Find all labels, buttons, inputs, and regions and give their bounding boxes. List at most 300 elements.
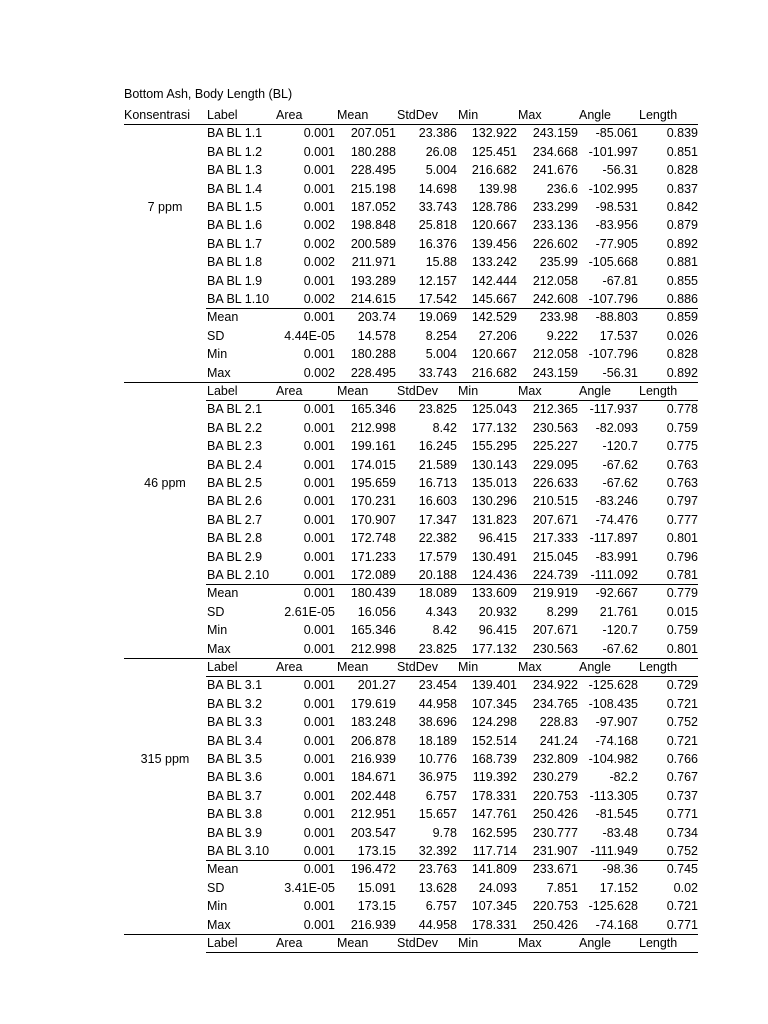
cell-label: Mean [207,586,239,601]
cell-area: 0.001 [303,310,335,325]
cell-angle: -105.668 [588,255,638,270]
cell-mean: 180.288 [350,347,396,362]
header-mean: Mean [337,660,369,674]
cell-mean: 16.056 [357,604,396,619]
group-label: 46 ppm [144,476,186,491]
cell-angle: -111.092 [590,568,638,582]
cell-min: 24.093 [478,880,517,895]
cell-length: 0.828 [666,163,698,178]
table-row [206,124,698,142]
cell-angle: -92.667 [595,586,638,601]
cell-mean: 200.589 [350,236,396,251]
cell-min: 145.667 [471,292,517,306]
cell-max: 230.777 [532,825,578,840]
cell-label: BA BL 2.5 [207,476,263,490]
cell-length: 0.767 [666,770,698,785]
cell-min: 133.609 [471,586,517,601]
cell-max: 8.299 [546,604,578,619]
cell-area: 0.001 [303,273,335,288]
cell-stddev: 12.157 [418,273,457,288]
table-row [206,492,698,510]
cell-length: 0.801 [666,531,698,546]
cell-length: 0.797 [666,494,698,509]
cell-mean: 180.439 [350,586,396,601]
cell-label: Min [207,347,228,362]
cell-mean: 180.288 [350,144,396,159]
cell-angle: -117.937 [589,402,638,417]
cell-label: BA BL 1.2 [207,144,263,159]
header-row [206,382,698,400]
cell-length: 0.763 [666,457,698,472]
cell-stddev: 20.188 [418,568,457,582]
cell-label: SD [207,880,225,895]
cell-label: Mean [207,862,239,877]
cell-length: 0.771 [666,917,698,932]
cell-max: 225.227 [532,439,578,454]
cell-max: 235.99 [539,255,578,270]
table-row [206,253,698,271]
cell-angle: -120.7 [602,439,638,454]
cell-label: BA BL 1.7 [207,236,263,251]
cell-area: 4.44E-05 [284,328,335,343]
cell-area: 0.001 [303,770,335,785]
cell-min: 177.132 [471,641,517,656]
cell-min: 20.932 [478,604,517,619]
cell-label: BA BL 3.5 [207,752,263,766]
table-row [206,842,698,860]
header-angle: Angle [579,660,611,674]
cell-max: 231.907 [532,844,578,858]
cell-stddev: 18.089 [418,586,457,601]
header-label: Label [207,936,238,950]
cell-max: 234.765 [532,696,578,711]
cell-mean: 179.619 [350,696,396,711]
cell-min: 142.444 [471,273,517,288]
cell-mean: 228.495 [350,365,396,380]
cell-stddev: 8.42 [432,623,457,638]
cell-angle: -83.956 [595,218,638,233]
table-row [206,437,698,455]
cell-angle: -98.531 [595,200,638,214]
cell-stddev: 13.628 [418,880,457,895]
cell-area: 2.61E-05 [284,604,335,619]
cell-angle: 17.152 [599,880,638,895]
cell-area: 0.001 [303,788,335,803]
cell-mean: 196.472 [350,862,396,877]
header-angle: Angle [579,936,611,950]
header-max: Max [518,108,542,122]
cell-label: BA BL 3.1 [207,678,263,693]
cell-stddev: 5.004 [425,163,457,178]
cell-mean: 172.089 [350,568,396,582]
cell-stddev: 44.958 [418,917,457,932]
cell-length: 0.781 [666,568,698,582]
cell-area: 0.001 [303,807,335,822]
cell-max: 215.045 [532,549,578,564]
cell-max: 232.809 [532,752,578,766]
cell-mean: 216.939 [350,752,396,766]
cell-min: 124.298 [471,715,517,730]
cell-min: 96.415 [478,623,517,638]
cell-max: 241.676 [532,163,578,178]
cell-angle: -74.168 [595,917,638,932]
cell-label: Min [207,623,228,638]
cell-mean: 195.659 [350,476,396,490]
cell-angle: -113.305 [589,788,638,803]
cell-angle: -67.62 [602,457,638,472]
cell-min: 139.98 [478,181,517,196]
cell-min: 178.331 [471,917,517,932]
header-min: Min [458,108,479,122]
table-row [206,143,698,161]
header-area: Area [276,108,303,122]
cell-label: BA BL 3.10 [207,844,270,858]
table-row [206,161,698,179]
cell-max: 212.058 [532,273,578,288]
cell-min: 130.143 [471,457,517,472]
summary-row [206,364,698,382]
cell-max: 234.668 [532,144,578,159]
cell-mean: 198.848 [350,218,396,233]
cell-angle: -77.905 [595,236,638,251]
cell-max: 230.279 [532,770,578,785]
cell-stddev: 18.189 [418,733,457,748]
cell-max: 243.159 [532,365,578,380]
cell-angle: -108.435 [588,696,638,711]
cell-stddev: 4.343 [425,604,457,619]
header-label: Label [207,384,238,398]
table-row [206,456,698,474]
table-row [206,566,698,584]
header-mean: Mean [337,108,369,122]
header-length: Length [639,936,678,950]
cell-max: 212.058 [532,347,578,362]
cell-label: SD [207,328,225,343]
cell-max: 230.563 [532,420,578,435]
cell-label: BA BL 1.5 [207,200,263,214]
header-rule [206,952,698,953]
cell-area: 0.001 [303,917,335,932]
cell-length: 0.892 [666,236,698,251]
cell-stddev: 19.069 [418,310,457,325]
cell-min: 107.345 [471,899,517,914]
summary-row [206,640,698,658]
cell-min: 141.809 [471,862,517,877]
cell-stddev: 5.004 [425,347,457,362]
header-area: Area [276,384,303,398]
cell-mean: 214.615 [350,292,396,306]
cell-area: 0.001 [303,144,335,159]
cell-label: BA BL 1.10 [207,292,270,306]
cell-length: 0.879 [666,218,698,233]
cell-stddev: 32.392 [418,844,457,858]
cell-stddev: 23.825 [418,402,457,417]
cell-stddev: 17.579 [418,549,457,564]
cell-max: 233.299 [532,200,578,214]
cell-area: 0.001 [303,568,335,582]
cell-area: 0.001 [303,476,335,490]
table-row [206,824,698,842]
table-row [206,787,698,805]
cell-stddev: 10.776 [418,752,457,766]
table-row [206,676,698,694]
cell-label: BA BL 2.3 [207,439,263,454]
header-max: Max [518,384,542,398]
cell-length: 0.778 [666,402,698,417]
cell-mean: 170.231 [350,494,396,509]
cell-min: 128.786 [471,200,517,214]
header-length: Length [639,660,678,674]
cell-stddev: 8.254 [425,328,457,343]
cell-label: BA BL 3.7 [207,788,263,803]
cell-mean: 174.015 [350,457,396,472]
table-title: Bottom Ash, Body Length (BL) [124,87,293,101]
cell-angle: 17.537 [599,328,638,343]
cell-mean: 15.091 [357,880,396,895]
cell-stddev: 21.589 [418,457,457,472]
cell-angle: -97.907 [595,715,638,730]
cell-angle: -125.628 [588,678,638,693]
cell-max: 210.515 [532,494,578,509]
cell-mean: 212.951 [350,807,396,822]
cell-min: 142.529 [471,310,517,325]
table-row [206,272,698,290]
table-row [206,216,698,234]
cell-label: BA BL 3.2 [207,696,263,711]
cell-label: BA BL 1.6 [207,218,263,233]
cell-label: BA BL 2.2 [207,420,263,435]
cell-label: BA BL 1.3 [207,163,263,178]
cell-label: Mean [207,310,239,325]
cell-area: 0.001 [303,126,335,141]
cell-angle: -82.093 [595,420,638,435]
cell-min: 119.392 [472,770,517,785]
cell-area: 0.001 [303,899,335,914]
cell-angle: -104.982 [588,752,638,766]
cell-mean: 202.448 [350,788,396,803]
cell-length: 0.737 [666,788,698,803]
header-angle: Angle [579,384,611,398]
cell-stddev: 14.698 [418,181,457,196]
cell-length: 0.796 [666,549,698,564]
cell-max: 212.365 [532,402,578,417]
cell-mean: 206.878 [350,733,396,748]
cell-angle: -81.545 [595,807,638,822]
cell-label: BA BL 1.4 [207,181,263,196]
cell-angle: -67.62 [602,641,638,656]
konsentrasi-header: Konsentrasi [124,108,191,122]
summary-row [206,860,698,878]
header-length: Length [639,384,678,398]
header-angle: Angle [579,108,611,122]
cell-mean: 207.051 [350,126,396,141]
cell-stddev: 16.245 [418,439,457,454]
cell-length: 0.766 [666,752,698,766]
cell-length: 0.842 [666,200,698,214]
cell-angle: -98.36 [602,862,638,877]
header-min: Min [458,936,479,950]
cell-max: 250.426 [532,917,578,932]
cell-area: 0.001 [303,181,335,196]
cell-length: 0.839 [666,126,698,141]
summary-row [206,603,698,621]
cell-stddev: 26.08 [425,144,457,159]
header-stddev: StdDev [397,660,438,674]
summary-row [206,584,698,602]
cell-max: 220.753 [532,788,578,803]
cell-angle: -67.81 [602,273,638,288]
cell-min: 124.436 [471,568,517,582]
cell-length: 0.851 [666,144,698,159]
cell-mean: 173.15 [357,844,396,858]
cell-length: 0.759 [666,623,698,638]
header-length: Length [639,108,678,122]
header-area: Area [276,936,303,950]
cell-label: BA BL 3.3 [207,715,263,730]
cell-min: 131.823 [471,512,517,527]
cell-area: 0.001 [303,696,335,711]
cell-mean: 165.346 [350,623,396,638]
header-row [206,934,698,952]
table-row [206,713,698,731]
cell-label: Max [207,641,231,656]
cell-mean: 199.161 [350,439,396,454]
cell-min: 117.714 [472,844,517,858]
cell-stddev: 23.454 [418,678,457,693]
cell-stddev: 33.743 [418,365,457,380]
cell-stddev: 16.603 [418,494,457,509]
cell-mean: 170.907 [350,512,396,527]
cell-length: 0.721 [666,899,698,914]
summary-row [206,879,698,897]
cell-min: 132.922 [471,126,517,141]
cell-label: BA BL 2.7 [207,512,263,527]
cell-mean: 183.248 [350,715,396,730]
cell-min: 130.296 [471,494,517,509]
cell-mean: 203.547 [350,825,396,840]
cell-mean: 212.998 [350,641,396,656]
cell-area: 0.001 [303,163,335,178]
cell-length: 0.777 [666,512,698,527]
cell-min: 139.456 [471,236,517,251]
cell-max: 219.919 [532,586,578,601]
cell-area: 0.002 [303,236,335,251]
cell-angle: -67.62 [602,476,638,490]
cell-stddev: 17.542 [418,292,457,306]
cell-min: 216.682 [471,163,517,178]
cell-stddev: 23.825 [418,641,457,656]
cell-length: 0.775 [666,439,698,454]
summary-row [206,308,698,326]
cell-angle: -82.2 [609,770,638,785]
cell-label: BA BL 1.8 [207,255,263,270]
cell-angle: -102.995 [588,181,638,196]
group-label: 315 ppm [140,752,190,767]
cell-max: 217.333 [532,531,578,546]
cell-stddev: 23.763 [418,862,457,877]
cell-angle: -107.796 [588,347,638,362]
table-row [206,400,698,418]
cell-mean: 201.27 [357,678,396,693]
cell-length: 0.759 [666,420,698,435]
cell-length: 0.02 [673,880,698,895]
cell-area: 0.002 [303,365,335,380]
cell-stddev: 25.818 [418,218,457,233]
summary-row [206,327,698,345]
header-row [206,106,698,124]
cell-stddev: 8.42 [432,420,457,435]
cell-min: 139.401 [471,678,517,693]
cell-angle: -74.476 [595,512,638,527]
cell-max: 243.159 [532,126,578,141]
cell-min: 120.667 [471,347,517,362]
cell-min: 152.514 [471,733,517,748]
header-label: Label [207,108,238,122]
cell-length: 0.779 [666,586,698,601]
cell-area: 0.001 [303,641,335,656]
cell-label: BA BL 2.10 [207,568,270,582]
cell-min: 147.761 [471,807,517,822]
cell-area: 0.001 [303,549,335,564]
cell-angle: -120.7 [602,623,638,638]
cell-angle: -85.061 [595,126,638,141]
cell-label: Max [207,365,231,380]
header-mean: Mean [337,936,369,950]
header-area: Area [276,660,303,674]
cell-min: 125.043 [471,402,517,417]
cell-label: BA BL 3.9 [207,825,263,840]
table-row [206,805,698,823]
cell-area: 0.001 [303,347,335,362]
cell-area: 0.001 [303,733,335,748]
cell-area: 0.001 [303,825,335,840]
cell-min: 125.451 [471,144,517,159]
cell-angle: -56.31 [602,163,638,178]
cell-stddev: 15.88 [425,255,457,270]
cell-max: 228.83 [539,715,578,730]
cell-length: 0.828 [666,347,698,362]
cell-stddev: 9.78 [432,825,457,840]
table-row [206,750,698,768]
cell-stddev: 23.386 [418,126,457,141]
table-row [206,695,698,713]
header-stddev: StdDev [397,384,438,398]
cell-mean: 173.15 [357,899,396,914]
cell-min: 130.491 [471,549,517,564]
table-row [206,198,698,216]
table-row [206,419,698,437]
cell-stddev: 36.975 [418,770,457,785]
cell-mean: 187.052 [350,200,396,214]
cell-angle: -56.31 [602,365,638,380]
cell-area: 0.001 [303,586,335,601]
cell-area: 0.001 [303,623,335,638]
cell-stddev: 16.713 [418,476,457,490]
cell-angle: -88.803 [595,310,638,325]
cell-max: 250.426 [532,807,578,822]
cell-area: 0.001 [303,457,335,472]
cell-angle: 21.761 [599,604,638,619]
cell-max: 207.671 [532,623,578,638]
cell-length: 0.745 [666,862,698,877]
cell-area: 0.001 [303,715,335,730]
cell-max: 226.633 [532,476,578,490]
group-label: 7 ppm [147,200,183,215]
cell-angle: -125.628 [588,899,638,914]
cell-max: 236.6 [546,181,578,196]
cell-area: 0.001 [303,752,335,766]
cell-label: BA BL 1.1 [207,126,263,141]
